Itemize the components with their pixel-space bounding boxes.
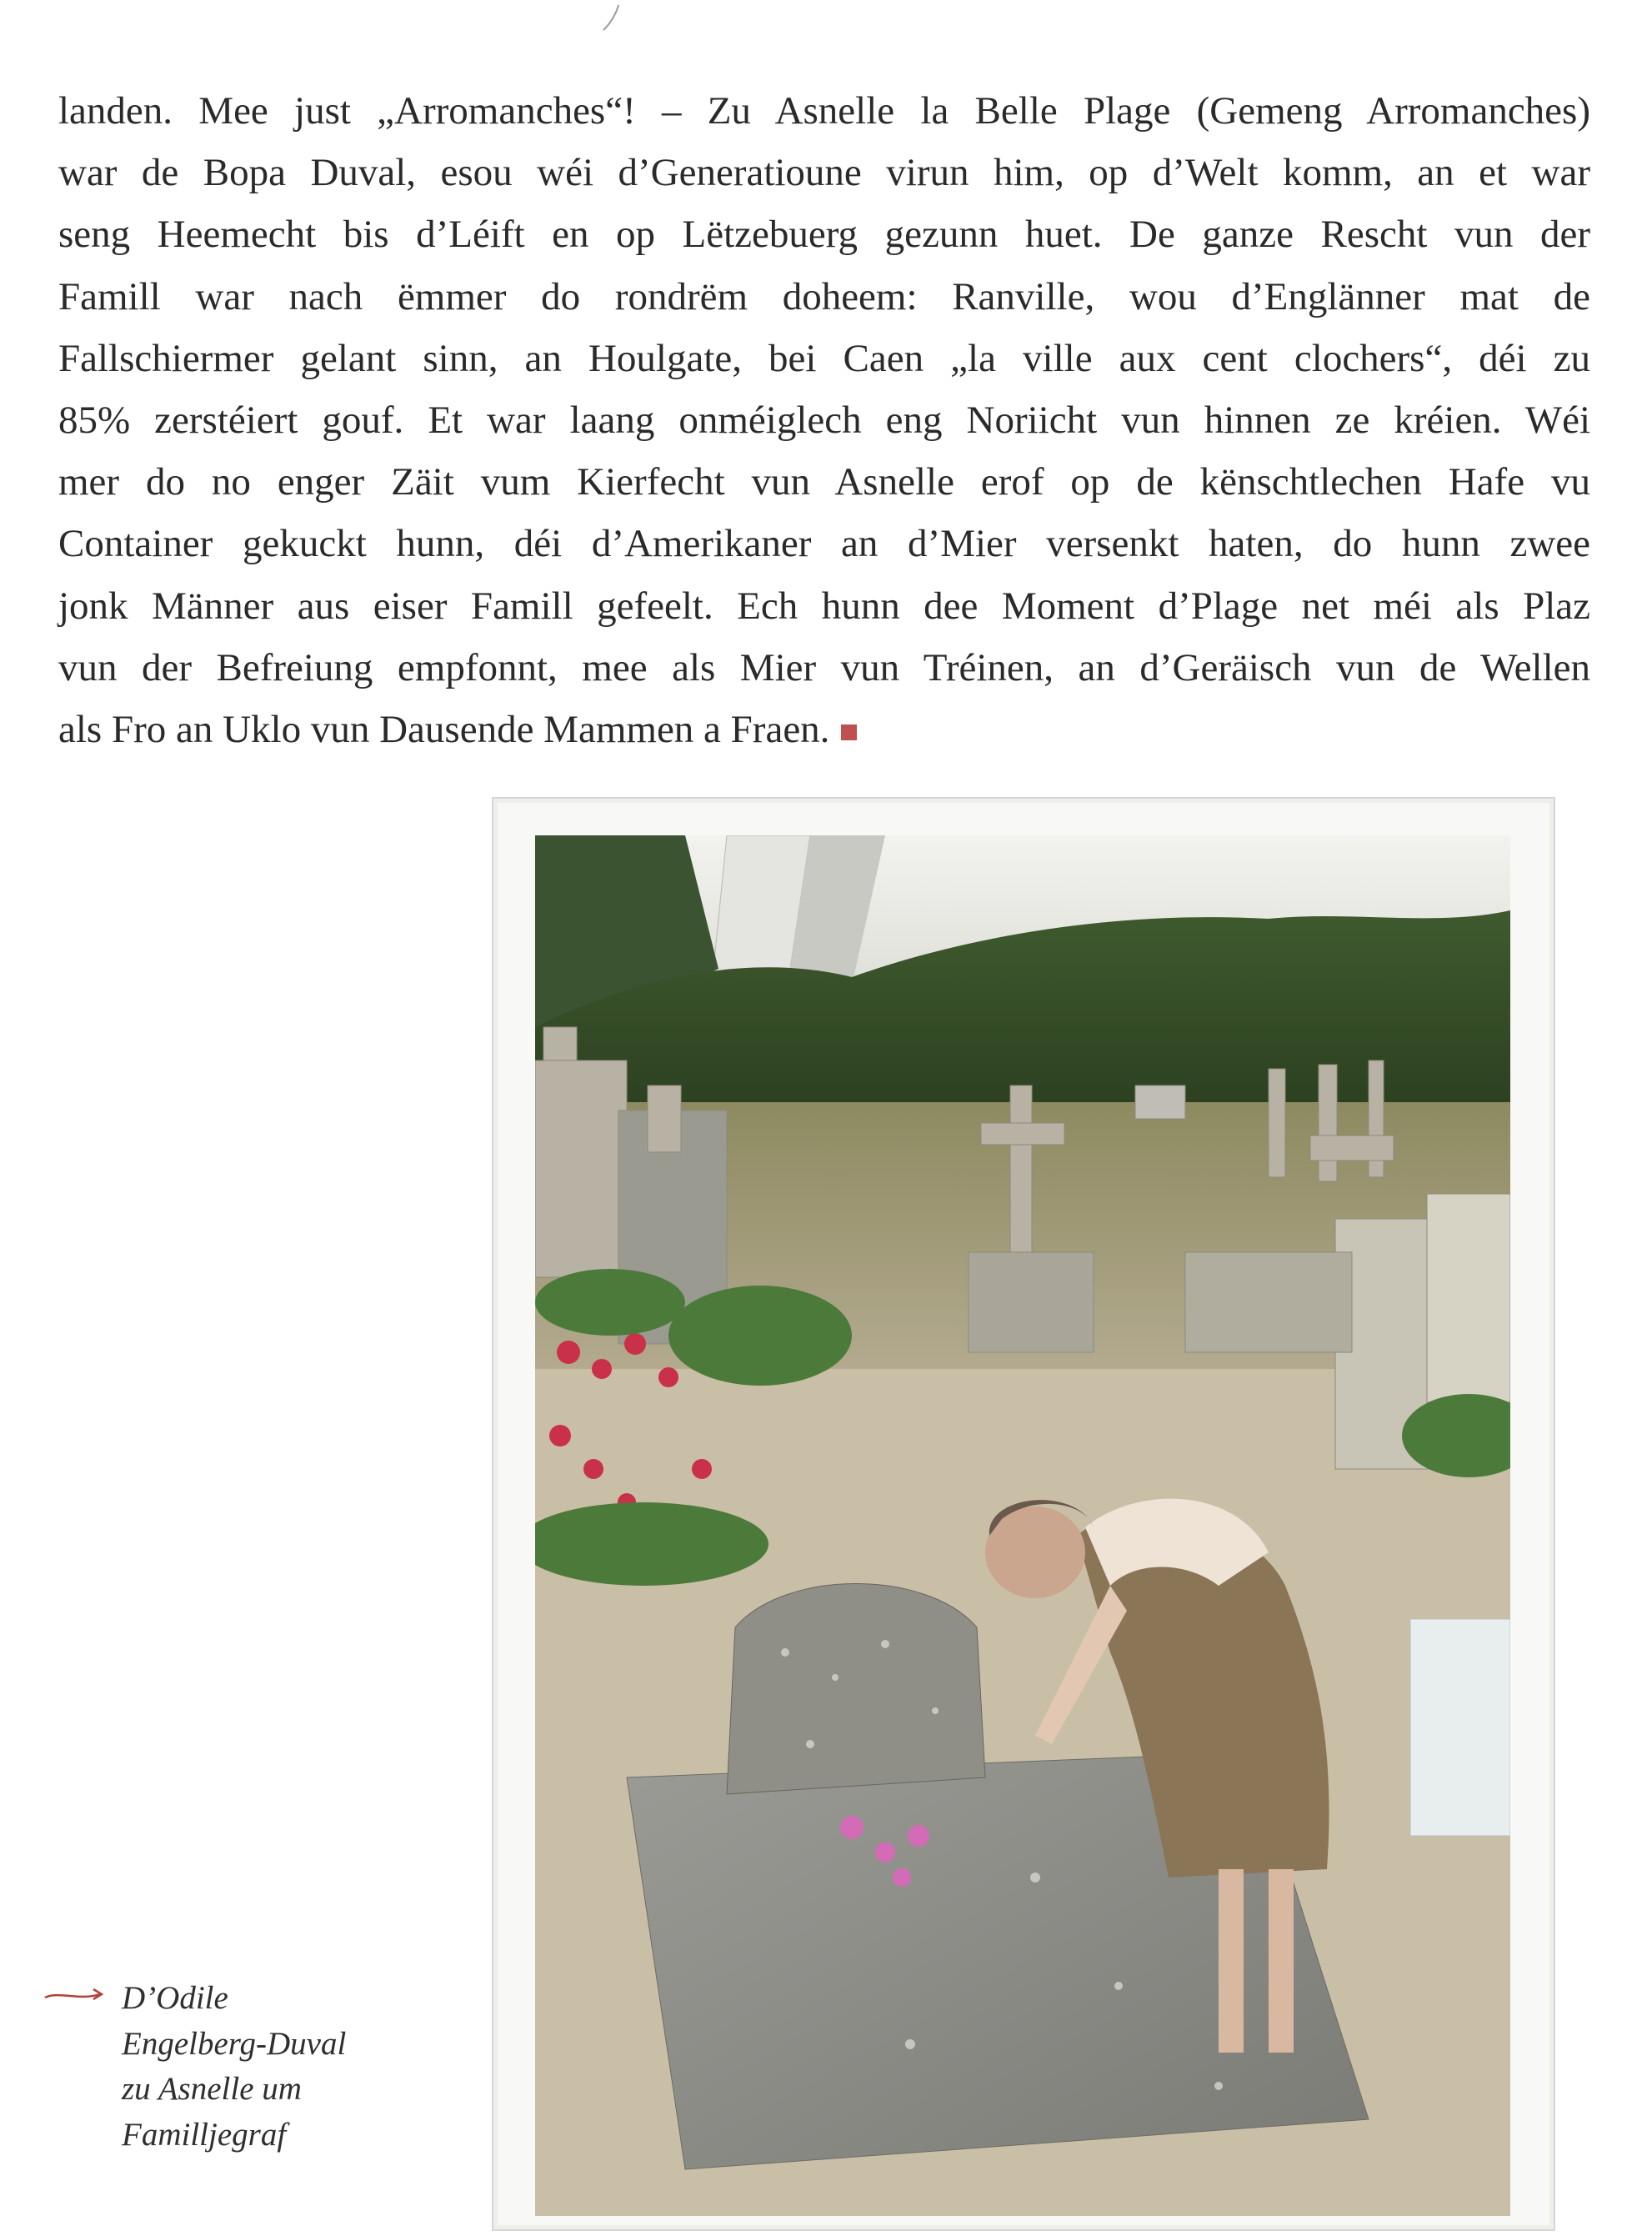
article-line: war de Bopa Duval, esou wéi d’Generatioune virun him, op d’Welt komm, an et war: [58, 151, 1590, 195]
end-of-article-mark-icon: [841, 724, 857, 740]
caption-line: Engelberg-Duval: [122, 2025, 347, 2062]
curved-arrow-icon: [42, 1986, 110, 2004]
article-line: Famill war nach ëmmer do rondrëm doheem: Ranville, wou d’Englänner mat de: [58, 274, 1590, 318]
article-last-line: [58, 699, 1590, 760]
photo: [535, 835, 1510, 2216]
caption-line: zu Asnelle um: [122, 2071, 302, 2107]
scan-artifact-icon: [602, 3, 625, 33]
caption-line: D’Odile: [122, 1980, 228, 2016]
article-line: 85% zerstéiert gouf. Et war laang onméiglech eng Noriicht vun hinnen ze kréien. Wéi: [58, 398, 1590, 442]
article-line: Fallschiermer gelant sinn, an Houlgate, bei Caen „la ville aux cent clochers“, déi zu: [58, 336, 1590, 380]
article-line: mer do no enger Zäit vum Kierfecht vun Asnelle erof op de kënschtlechen Hafe vu: [58, 460, 1590, 504]
article-line: seng Heemecht bis d’Léift en op Lëtzebuerg gezunn huet. De ganze Rescht vun der: [58, 213, 1590, 257]
article-line: jonk Männer aus eiser Famill gefeelt. Ech hunn dee Moment d’Plage net méi als Plaz: [58, 584, 1590, 628]
article-line: Container gekuckt hunn, déi d’Amerikaner an d’Mier versenkt haten, do hunn zwee: [58, 522, 1590, 566]
caption-text: [122, 1976, 397, 2158]
article-line: vun der Befreiung empfonnt, mee als Mier vun Tréinen, an d’Geräisch vun de Wellen: [58, 645, 1590, 689]
article-line: als Fro an Uklo vun Dausende Mammen a Fraen.: [58, 707, 830, 751]
article-body: [58, 80, 1590, 760]
grave-marker-right: [1410, 1619, 1510, 1836]
caption-line: Familljegraf: [122, 2116, 287, 2153]
article-line: landen. Mee just „Arromanches“! – Zu Asnelle la Belle Plage (Gemeng Arromanches): [58, 89, 1590, 133]
grave-headstone: [727, 1584, 985, 1795]
